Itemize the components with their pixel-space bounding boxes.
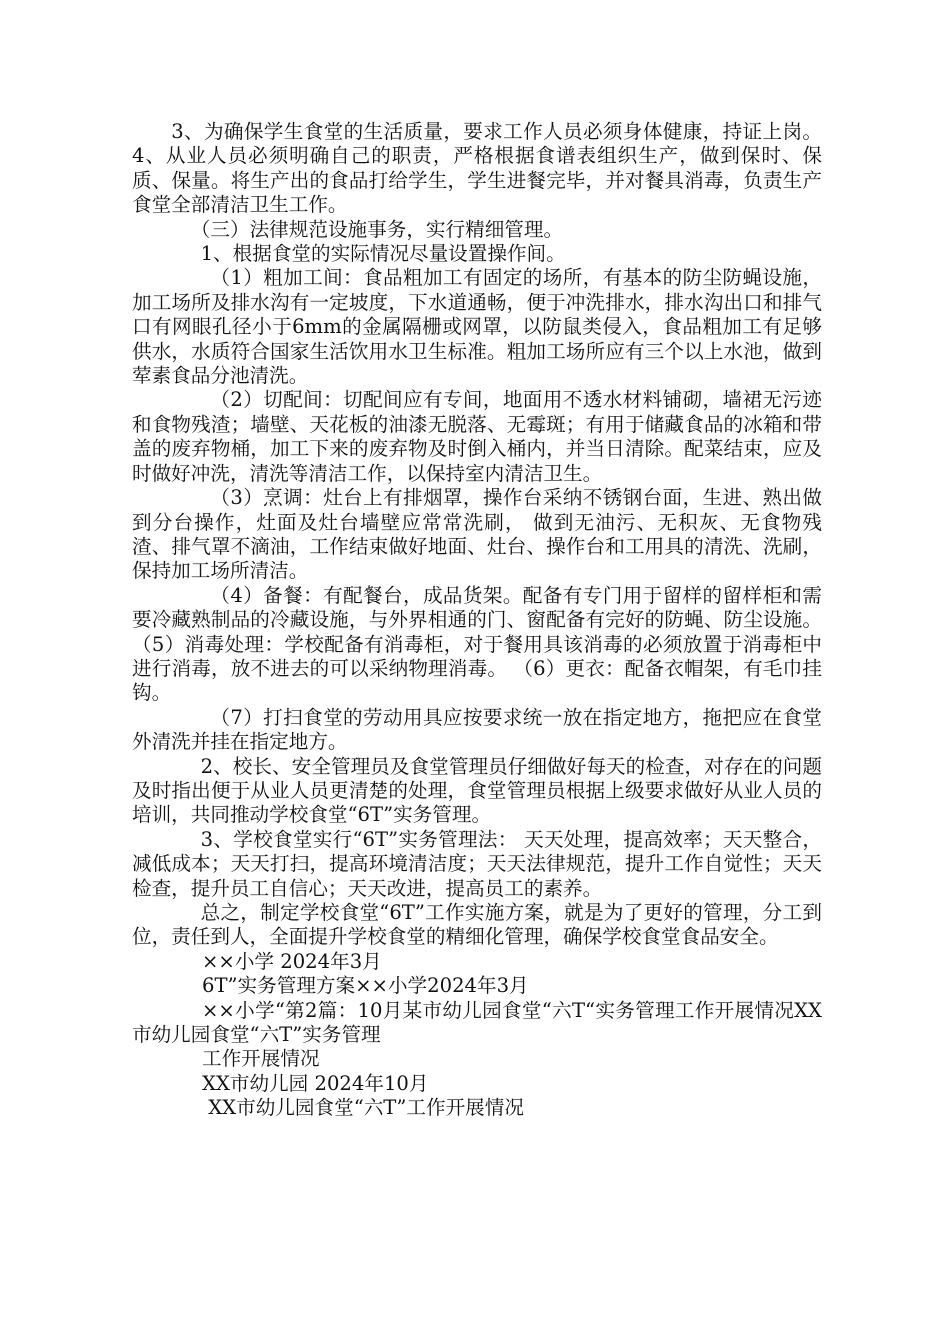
paragraph-rough-processing: （1）粗加工间：食品粗加工有固定的场所，有基本的防尘防蝇设施，加工场所及排水沟有一定坡度，下水道通畅，便于冲洗排水，排水沟出口和排气口有网眼孔径小于6mm的金属隔栅或网罩，以防鼠类侵入，食品粗加工有足够供水，水质符合国家生活饮用水卫生标准。粗加工场所应有三个以上水池，做到荤素食品分池清洗。 bbox=[132, 266, 822, 388]
paragraph-cooking: （3）烹调：灶台上有排烟罩，操作台采纳不锈钢台面，生进、熟出做到分台操作，灶面及灶台墙壁应常常洗刷， 做到无油污、无积灰、无食物残渣、排气罩不滴油，工作结束做好地面、灶台、操作台和工用具的清洗、洗刷，保持加工场所清洁。 bbox=[132, 486, 822, 583]
title-line-6t-plan: 6T”实务管理方案××小学2024年3月 bbox=[202, 974, 529, 998]
paragraph-conclusion: 总之，制定学校食堂“6T”工作实施方案，就是为了更好的管理，分工到位，责任到人，全面提升学校食堂的精细化管理，确保学校食堂食品安全。 bbox=[132, 901, 822, 949]
paragraph-item-one: 1、根据食堂的实际情况尽量设置操作间。 bbox=[200, 242, 566, 266]
line-kindergarten-title: XX市幼儿园食堂“六T”工作开展情况 bbox=[202, 1096, 524, 1120]
signature-line: ××小学 2024年3月 bbox=[202, 949, 382, 973]
line-kindergarten-date: XX市幼儿园 2024年10月 bbox=[202, 1071, 429, 1095]
paragraph-section-three-heading: （三）法律规范设施事务，实行精细管理。 bbox=[190, 217, 564, 241]
paragraph-cutting-room: （2）切配间：切配间应有专间，地面用不透水材料铺砌，墙裙无污迹和食物残渣；墙壁、天花板的油漆无脱落、无霉斑；有用于储藏食品的冰箱和带盖的废弃物桶，加工下来的废弃物及时倒入桶内，并当日清除。配菜结束，应及时做好冲洗，清洗等清洁工作，以保持室内清洁卫生。 bbox=[132, 388, 822, 485]
paragraph-6t-method: 3、学校食堂实行“6T”实务管理法： 天天处理，提高效率；天天整合，减低成本；天天打扫，提高环境清洁度；天天法律规范，提升工作自觉性；天天检查，提升员工自信心；天天改进，提高员工的素养。 bbox=[132, 827, 822, 900]
line-work-progress: 工作开展情况 bbox=[202, 1047, 320, 1071]
document-body bbox=[132, 120, 822, 1121]
paragraph-daily-inspection: 2、校长、安全管理员及食堂管理员仔细做好每天的检查，对存在的问题及时指出便于从业人员更清楚的处理，食堂管理员根据上级要求做好从业人员的培训，共同推动学校食堂“6T”实务管理。 bbox=[132, 754, 822, 827]
paragraph-cleaning-tools: （7）打扫食堂的劳动用具应按要求统一放在指定地方，拖把应在食堂外清洗并挂在指定地方。 bbox=[132, 705, 822, 754]
paragraph-staff-health: 3、为确保学生食堂的生活质量，要求工作人员必须身体健康，持证上岗。 4、从业人员必须明确自己的职责，严格根据食谱表组织生产，做到保时、保质、保量。将生产出的食品打给学生，学生进餐完毕，并对餐具消毒，负责生产食堂全部清洁卫生工作。 bbox=[132, 120, 822, 217]
paragraph-second-article: ××小学“第2篇：10月某市幼儿园食堂“六T“实务管理工作开展情况XX市幼儿园食堂“六T”实务管理 bbox=[132, 998, 822, 1047]
paragraph-serving-disinfection: （4）备餐：有配餐台，成品货架。配备有专门用于留样的留样柜和需要冷藏熟制品的冷藏设施，与外界相通的门、窗配备有完好的防蝇、防尘设施。 （5）消毒处理：学校配备有消毒柜，对于餐用具该消毒的必须放置于消毒柜中进行消毒，放不进去的可以采纳物理消毒。 （6）更衣：配备衣帽架，有毛巾挂钩。 bbox=[132, 583, 822, 705]
